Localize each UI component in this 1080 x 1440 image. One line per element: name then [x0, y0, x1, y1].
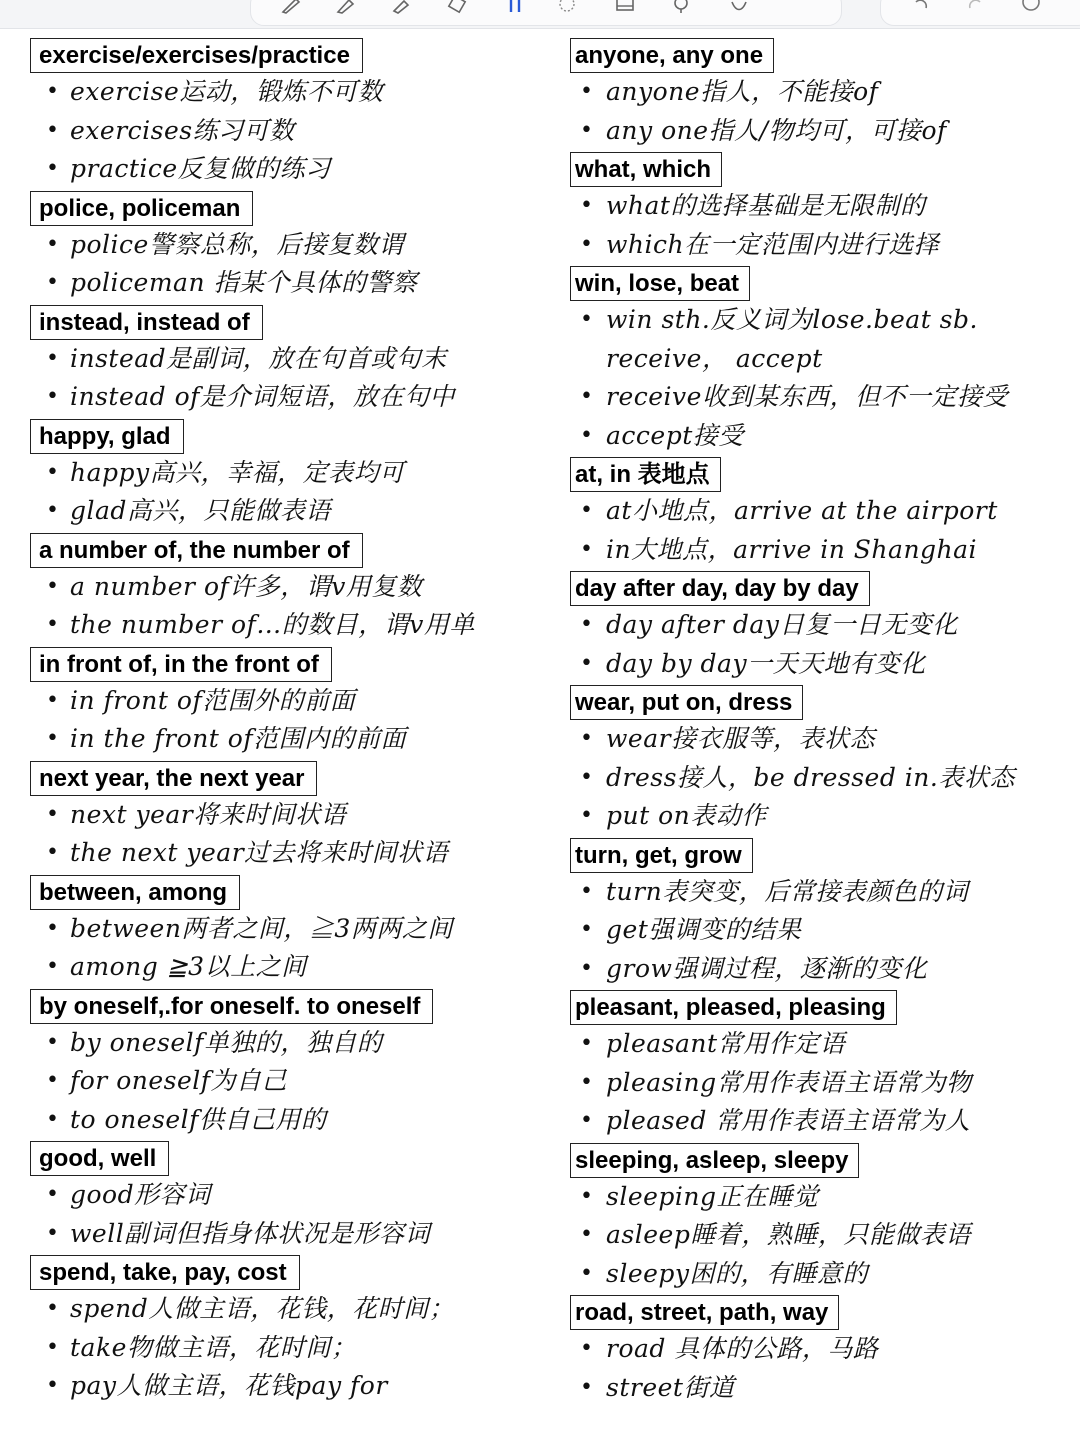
- list-item: [570, 606, 1075, 645]
- section-heading: a number of, the number of: [30, 533, 363, 568]
- section-heading: sleeping, asleep, sleepy: [570, 1143, 859, 1178]
- section-heading: win, lose, beat: [570, 266, 750, 301]
- list-item: [30, 1215, 550, 1254]
- item-text: the number of…的数目，谓v用单: [70, 610, 475, 639]
- list-item: [30, 150, 550, 189]
- list-item: [30, 568, 550, 607]
- section-heading: police, policeman: [30, 191, 253, 226]
- marker-icon[interactable]: [388, 0, 414, 14]
- item-text: at小地点，arrive at the airport: [606, 496, 998, 525]
- item-text: pleasing常用作表语主语常为物: [606, 1067, 972, 1097]
- section-heading: what, which: [570, 152, 722, 187]
- bullet-icon: •: [46, 1296, 60, 1321]
- list-item: [570, 1369, 1075, 1408]
- bullet-icon: •: [580, 1374, 594, 1400]
- list-item: [30, 226, 550, 265]
- bullet-icon: •: [580, 878, 594, 904]
- bullet-icon: •: [580, 193, 594, 218]
- section-heading: spend, take, pay, cost: [30, 1255, 300, 1290]
- note-section: [30, 189, 550, 303]
- item-text: pleased 常用作表语主语常为人: [606, 1106, 971, 1135]
- more-icon[interactable]: [1018, 0, 1044, 14]
- note-list: [570, 492, 1075, 569]
- item-text: happy高兴，幸福，定表均可: [70, 457, 405, 487]
- bullet-icon: •: [580, 231, 594, 257]
- section-heading: good, well: [30, 1141, 169, 1176]
- list-item: [30, 834, 550, 873]
- item-text: between两者之间，≧3两两之间: [70, 913, 453, 943]
- item-text: day by day一天天地有变化: [606, 648, 926, 678]
- bullet-icon: •: [46, 79, 60, 104]
- section-heading: day after day, day by day: [570, 571, 870, 606]
- bullet-icon: •: [46, 270, 60, 295]
- list-item: [570, 1216, 1075, 1255]
- section-heading: by oneself,.for oneself. to oneself: [30, 989, 433, 1024]
- item-text: next year将来时间状语: [70, 799, 347, 829]
- note-section: [570, 36, 1075, 150]
- note-section: [570, 988, 1075, 1141]
- list-item: [30, 796, 550, 835]
- note-list: [30, 454, 550, 531]
- item-text: receive收到某东西，但不一定接受: [606, 382, 1008, 411]
- bullet-icon: •: [580, 764, 594, 790]
- list-item: [570, 911, 1075, 950]
- bullet-icon: •: [580, 955, 594, 981]
- bullet-icon: •: [46, 801, 60, 827]
- item-text: take物做主语，花时间；: [70, 1332, 357, 1362]
- bullet-icon: •: [46, 573, 60, 599]
- bullet-icon: •: [580, 498, 594, 523]
- list-item: [570, 531, 1075, 570]
- item-text: turn表突变，后常接表颜色的词: [606, 876, 969, 906]
- list-item: [570, 720, 1075, 759]
- list-item: [30, 910, 550, 949]
- bullet-icon: •: [580, 307, 594, 332]
- list-item: [570, 1025, 1075, 1064]
- note-list: [570, 720, 1075, 836]
- item-text: by oneself单独的，独自的: [70, 1027, 383, 1057]
- note-list: [30, 73, 550, 189]
- bullet-icon: •: [580, 1183, 594, 1209]
- item-text: get强调变的结果: [606, 915, 802, 944]
- note-list: [570, 1330, 1075, 1407]
- item-text: sleeping正在睡觉: [606, 1181, 819, 1211]
- note-section: [570, 836, 1075, 989]
- left-column: [30, 36, 550, 1406]
- section-heading: next year, the next year: [30, 761, 317, 796]
- bullet-icon: •: [46, 498, 60, 523]
- section-heading: pleasant, pleased, pleasing: [570, 990, 897, 1025]
- pen-icon[interactable]: [278, 0, 304, 14]
- list-item: [30, 264, 550, 303]
- item-text: day after day日复一日无变化: [606, 610, 958, 639]
- highlighter-icon[interactable]: [332, 0, 358, 14]
- bullet-icon: •: [46, 612, 60, 637]
- item-text: put on表动作: [606, 801, 767, 830]
- undo-icon[interactable]: [908, 0, 934, 14]
- section-heading: happy, glad: [30, 419, 184, 454]
- item-text: grow强调过程，逐渐的变化: [606, 953, 928, 983]
- note-section: [570, 1293, 1075, 1407]
- item-text: exercise运动，锻炼不可数: [70, 77, 384, 106]
- note-list: [30, 682, 550, 759]
- list-item: [30, 1176, 550, 1215]
- list-item: [30, 720, 550, 759]
- bullet-icon: •: [46, 1373, 60, 1398]
- note-section: [30, 759, 550, 873]
- item-text: in the front of范围内的前面: [70, 724, 407, 753]
- note-list: [30, 226, 550, 303]
- item-text: any one指人/物均可，可接of: [606, 115, 947, 145]
- bullet-icon: •: [46, 1029, 60, 1055]
- item-text: in大地点，arrive in Shanghai: [606, 534, 978, 564]
- note-list: [570, 606, 1075, 683]
- list-item: [570, 226, 1075, 265]
- note-section: [570, 150, 1075, 264]
- hand-icon[interactable]: [726, 0, 752, 14]
- bullet-icon: •: [46, 459, 60, 485]
- bullet-icon: •: [580, 536, 594, 562]
- text-icon[interactable]: [502, 0, 528, 14]
- list-item: [570, 1102, 1075, 1141]
- bullet-icon: •: [580, 79, 594, 104]
- item-text: wear接衣服等，表状态: [606, 724, 876, 753]
- item-text: well副词但指身体状况是形容词: [70, 1218, 431, 1248]
- note-list: [570, 1178, 1075, 1294]
- list-item: [30, 454, 550, 493]
- note-list: [30, 568, 550, 645]
- item-text: spend人做主语，花钱，花时间；: [70, 1294, 455, 1323]
- item-text: in front of范围外的前面: [70, 685, 356, 715]
- bullet-icon: •: [580, 117, 594, 143]
- bullet-icon: •: [580, 612, 594, 637]
- section-heading: between, among: [30, 875, 240, 910]
- bullet-icon: •: [580, 726, 594, 751]
- bullet-icon: •: [580, 1108, 594, 1133]
- note-section: [570, 569, 1075, 683]
- list-item: [570, 112, 1075, 151]
- item-text: asleep睡着，熟睡，只能做表语: [606, 1220, 971, 1249]
- bullet-icon: •: [46, 1220, 60, 1246]
- list-item: [30, 1101, 550, 1140]
- bullet-icon: •: [46, 345, 60, 371]
- section-heading: anyone, any one: [570, 38, 774, 73]
- bullet-icon: •: [46, 726, 60, 751]
- note-section: [570, 455, 1075, 569]
- item-text: policeman 指某个具体的警察: [70, 268, 418, 297]
- note-section: [570, 1141, 1075, 1294]
- section-heading: at, in 表地点: [570, 457, 721, 492]
- right-column: [570, 36, 1075, 1407]
- list-item: [570, 378, 1075, 417]
- note-section: [30, 645, 550, 759]
- note-section: [30, 303, 550, 417]
- note-list: [570, 301, 1075, 455]
- note-list: [570, 187, 1075, 264]
- item-text: practice反复做的练习: [70, 154, 331, 183]
- note-list: [570, 873, 1075, 989]
- list-item: [570, 301, 1075, 340]
- note-section: [30, 36, 550, 189]
- item-text: street街道: [606, 1372, 735, 1402]
- bullet-icon: •: [46, 1106, 60, 1132]
- list-item: [570, 950, 1075, 989]
- bullet-icon: •: [580, 1222, 594, 1247]
- bullet-icon: •: [46, 687, 60, 713]
- list-item: [30, 606, 550, 645]
- note-section: [30, 417, 550, 531]
- note-list: [30, 1024, 550, 1140]
- list-item: [30, 948, 550, 987]
- bullet-icon: •: [46, 231, 60, 257]
- item-text: to oneself供自己用的: [70, 1104, 327, 1134]
- list-item: [30, 1329, 550, 1368]
- list-item: [30, 1367, 550, 1406]
- note-section: [30, 873, 550, 987]
- bullet-icon: •: [580, 1031, 594, 1056]
- bullet-icon: •: [580, 650, 594, 676]
- list-item: [570, 417, 1075, 456]
- item-text: instead of是介词短语，放在句中: [70, 382, 455, 411]
- list-item: [570, 492, 1075, 531]
- list-item: [30, 1290, 550, 1329]
- section-heading: road, street, path, way: [570, 1295, 839, 1330]
- item-text: road 具体的公路，马路: [606, 1334, 879, 1363]
- lasso-icon[interactable]: [554, 0, 580, 14]
- list-item: [570, 1064, 1075, 1103]
- bullet-icon: •: [580, 803, 594, 828]
- list-item: [570, 873, 1075, 912]
- bullet-icon: •: [580, 917, 594, 942]
- bullet-icon: •: [46, 915, 60, 941]
- bullet-icon: •: [46, 1182, 60, 1207]
- item-text: the next year过去将来时间状语: [70, 838, 449, 867]
- bullet-icon: •: [580, 1260, 594, 1286]
- item-text: receive， accept: [606, 343, 823, 373]
- note-list: [30, 340, 550, 417]
- bullet-icon: •: [46, 840, 60, 865]
- note-list: [570, 73, 1075, 150]
- list-item: [570, 797, 1075, 836]
- bullet-icon: •: [46, 954, 60, 979]
- note-section: [30, 1139, 550, 1253]
- note-list: [570, 1025, 1075, 1141]
- item-text: instead是副词，放在句首或句末: [70, 343, 447, 373]
- bullet-icon: •: [46, 117, 60, 143]
- note-section: [30, 987, 550, 1140]
- note-list: [30, 910, 550, 987]
- item-text: glad高兴，只能做表语: [70, 496, 331, 525]
- item-text: pay人做主语，花钱pay for: [70, 1371, 388, 1400]
- bullet-icon: •: [46, 384, 60, 409]
- redo-icon[interactable]: [962, 0, 988, 14]
- item-text: accept接受: [606, 420, 744, 450]
- section-heading: wear, put on, dress: [570, 685, 803, 720]
- section-heading: turn, get, grow: [570, 838, 753, 873]
- list-item: [570, 645, 1075, 684]
- shape-icon[interactable]: [668, 0, 694, 14]
- bullet-icon: •: [580, 1336, 594, 1361]
- list-item: [570, 73, 1075, 112]
- bullet-icon: •: [580, 384, 594, 409]
- list-item: [30, 112, 550, 151]
- list-item: [570, 187, 1075, 226]
- list-item: [570, 1178, 1075, 1217]
- section-heading: instead, instead of: [30, 305, 263, 340]
- item-text: dress接人，be dressed in.表状态: [606, 762, 1015, 792]
- bullet-icon: •: [580, 1069, 594, 1095]
- item-text: for oneself为自己: [70, 1066, 288, 1095]
- note-section: [570, 683, 1075, 836]
- list-item: [570, 759, 1075, 798]
- list-item: [570, 1330, 1075, 1369]
- item-text: exercises练习可数: [70, 115, 295, 145]
- list-item: [570, 1255, 1075, 1294]
- list-item: [30, 73, 550, 112]
- bullet-icon: •: [46, 1334, 60, 1360]
- item-text: what的选择基础是无限制的: [606, 191, 926, 220]
- item-text: pleasant常用作定语: [606, 1029, 846, 1058]
- image-icon[interactable]: [612, 0, 638, 14]
- app-toolbar: [0, 0, 1080, 29]
- list-item: [30, 682, 550, 721]
- item-text: anyone指人，不能接of: [606, 77, 879, 106]
- list-item: [30, 492, 550, 531]
- item-text: police警察总称，后接复数谓: [70, 229, 404, 259]
- bullet-icon: •: [46, 156, 60, 181]
- item-text: a number of许多，谓v用复数: [70, 571, 423, 601]
- note-list: [30, 796, 550, 873]
- note-section: [30, 1253, 550, 1406]
- eraser-icon[interactable]: [444, 0, 470, 14]
- list-item: [30, 1062, 550, 1101]
- note-line: [570, 340, 1075, 379]
- item-text: sleepy困的，有睡意的: [606, 1258, 869, 1288]
- note-list: [30, 1290, 550, 1406]
- section-heading: in front of, in the front of: [30, 647, 332, 682]
- item-text: which在一定范围内进行选择: [606, 229, 940, 259]
- list-item: [30, 340, 550, 379]
- item-text: among ≧3以上之间: [70, 952, 307, 981]
- item-text: good形容词: [70, 1180, 211, 1209]
- item-text: win sth.反义词为lose.beat sb.: [606, 305, 978, 334]
- section-heading: exercise/exercises/practice: [30, 38, 363, 73]
- list-item: [30, 1024, 550, 1063]
- list-item: [30, 378, 550, 417]
- note-list: [30, 1176, 550, 1253]
- note-section: [570, 264, 1075, 455]
- bullet-icon: •: [580, 422, 594, 448]
- bullet-icon: •: [46, 1068, 60, 1093]
- note-section: [30, 531, 550, 645]
